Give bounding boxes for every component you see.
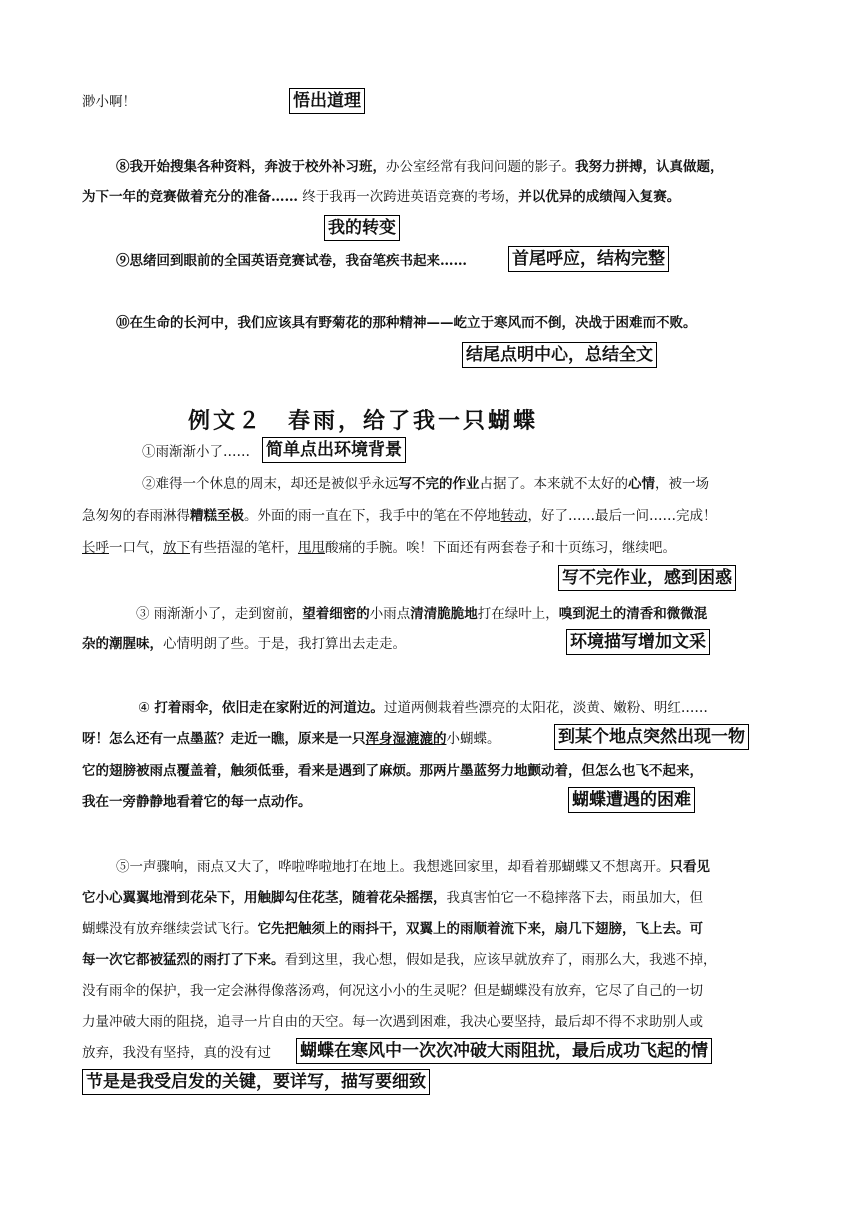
- text-span: 我努力拼搏，认真做题，: [575, 159, 724, 175]
- paragraph-4-line-2: [82, 729, 501, 749]
- text-span: 糟糕至极: [190, 508, 244, 524]
- annotation-box: 结尾点明中心，总结全文: [462, 342, 657, 368]
- text-span: 并以优异的成绩闯入复赛。: [518, 189, 681, 205]
- text-span: 每一次它都被猛烈的雨打了下来。: [82, 952, 285, 968]
- paragraph-5-line-1: [116, 857, 710, 877]
- paragraph-2-line-3: [82, 538, 676, 558]
- text-span: 过道两侧栽着些漂亮的太阳花，淡黄、嫩粉、明红……: [383, 700, 708, 716]
- annotation-box: 蝴蝶遭遇的困难: [568, 787, 695, 813]
- text-span: 写不完的作业: [398, 476, 480, 492]
- text-span: 心情: [628, 476, 655, 492]
- text-span: 小蝴蝶。: [446, 731, 501, 747]
- text-span: ⑤一声骤响，雨点又大了，哗啦哗啦地打在地上。我想逃回家里，却看着那蝴蝶又不想离开。: [116, 859, 670, 875]
- page-title: 例文２ 春雨，给了我一只蝴蝶: [188, 408, 539, 434]
- annotation-box: 我的转变: [324, 215, 400, 241]
- text-span: 看到这里，我心想，假如是我，应该早就放弃了，雨那么大，我逃不掉，: [284, 952, 717, 968]
- text-span: 打着雨伞，依旧走在家附近的河道边。: [154, 700, 384, 716]
- text-span: 嗅到泥土的清香和微微混: [558, 606, 708, 622]
- paragraph-5-line-2: [82, 888, 703, 908]
- text-span: ，好了……最后一问……完成！: [527, 508, 717, 524]
- paragraph-4-line-3: 它的翅膀被雨点覆盖着，触须低垂，看来是遇到了麻烦。那两片墨蓝努力地颤动着，但怎么也飞不起来，: [82, 763, 703, 779]
- annotation-box: 悟出道理: [289, 88, 365, 114]
- text-span: ④: [138, 700, 155, 716]
- paragraph-8-line-1: [116, 157, 724, 177]
- text-span: 清清脆脆地: [410, 606, 478, 622]
- paragraph-4-line-1: [138, 698, 708, 718]
- text-span: ③ 雨渐渐小了，走到窗前，: [136, 606, 303, 622]
- text-span: 办公室经常有我问问题的影子。: [386, 159, 575, 175]
- paragraph-10: ⑩在生命的长河中，我们应该具有野菊花的那种精神——屹立于寒风而不倒，决战于困难而不败。: [116, 315, 697, 331]
- paragraph-1: ①雨渐渐小了……: [142, 444, 250, 460]
- text-span: 打在绿叶上，: [477, 606, 559, 622]
- annotation-box: 写不完作业，感到困惑: [558, 565, 736, 591]
- text-span: 呀！怎么还有一点墨蓝？走近一瞧，原来是一只: [82, 731, 366, 747]
- text-span: 心情明朗了些。于是，我打算出去走走。: [163, 636, 406, 652]
- text-span: 急匆匆的春雨淋得: [82, 508, 190, 524]
- text-span: 甩甩: [298, 540, 325, 556]
- text-span: 浑身湿漉漉的: [365, 731, 447, 747]
- text-span: 占据了。本来就不太好的: [479, 476, 628, 492]
- paragraph-4-line-4: 我在一旁静静地看着它的每一点动作。: [82, 794, 312, 810]
- text-span: 一口气，: [109, 540, 163, 556]
- text-line: 渺小啊！: [82, 94, 136, 110]
- text-span: 杂的潮腥味，: [82, 636, 163, 652]
- paragraph-8-line-2: [82, 187, 680, 207]
- text-span: 小雨点: [369, 606, 411, 622]
- text-span: 蝴蝶没有放弃继续尝试飞行。: [82, 921, 258, 937]
- text-span: 我真害怕它一不稳摔落下去，雨虽加大，但: [446, 890, 703, 906]
- text-span: ②难得一个休息的周末，却还是被似乎永远: [142, 476, 399, 492]
- text-span: 它先把触须上的雨抖干，双翼上的雨顺着流下来，扇几下翅膀，飞上去。可: [257, 921, 703, 937]
- text-span: 长呼: [82, 540, 109, 556]
- paragraph-3-line-1: [136, 604, 707, 624]
- text-span: 转动: [500, 508, 528, 524]
- paragraph-3-line-2: [82, 634, 406, 654]
- text-span: 只看见: [669, 859, 710, 875]
- text-span: ，被一场: [655, 476, 709, 492]
- paragraph-2-line-1: [142, 474, 709, 494]
- text-span: 它小心翼翼地滑到花朵下，用触脚勾住花茎，随着花朵摇摆，: [82, 890, 447, 906]
- paragraph-5-line-4: [82, 950, 717, 970]
- annotation-box: 首尾呼应，结构完整: [508, 246, 669, 272]
- text-span: 为下一年的竞赛做着充分的准备……: [82, 189, 298, 205]
- annotation-box: 环境描写增加文采: [566, 629, 710, 655]
- text-span: 望着细密的: [302, 606, 370, 622]
- text-span: 酸痛的手腕。唉！下面还有两套卷子和十页练习，继续吧。: [325, 540, 676, 556]
- text-span: ⑧我开始搜集各种资料，奔波于校外补习班，: [116, 159, 386, 175]
- text-span: 有些捂湿的笔杆，: [190, 540, 298, 556]
- annotation-box: 到某个地点突然出现一物: [554, 724, 749, 750]
- annotation-box: 蝴蝶在寒风中一次次冲破大雨阻扰，最后成功飞起的情: [296, 1038, 712, 1064]
- paragraph-5-line-3: [82, 919, 703, 939]
- annotation-box: 节是是我受启发的关键，要详写，描写要细致: [82, 1069, 430, 1095]
- paragraph-5-line-7: 放弃，我没有坚持，真的没有过: [82, 1045, 271, 1061]
- annotation-box: 简单点出环境背景: [262, 437, 406, 463]
- paragraph-5-line-6: 力量冲破大雨的阻挠，追寻一片自由的天空。每一次遇到困难，我决心要坚持，最后却不得不求助别人或: [82, 1014, 703, 1030]
- text-span: 终于我再一次跨进英语竞赛的考场，: [298, 189, 519, 205]
- text-span: 。外面的雨一直在下，我手中的笔在不停地: [244, 508, 501, 524]
- paragraph-2-line-2: [82, 506, 717, 526]
- paragraph-9: ⑨思绪回到眼前的全国英语竞赛试卷，我奋笔疾书起来……: [116, 253, 467, 269]
- text-span: 放下: [163, 540, 190, 556]
- paragraph-5-line-5: 没有雨伞的保护，我一定会淋得像落汤鸡，何况这小小的生灵呢？但是蝴蝶没有放弃，它尽了自己的一切: [82, 983, 703, 999]
